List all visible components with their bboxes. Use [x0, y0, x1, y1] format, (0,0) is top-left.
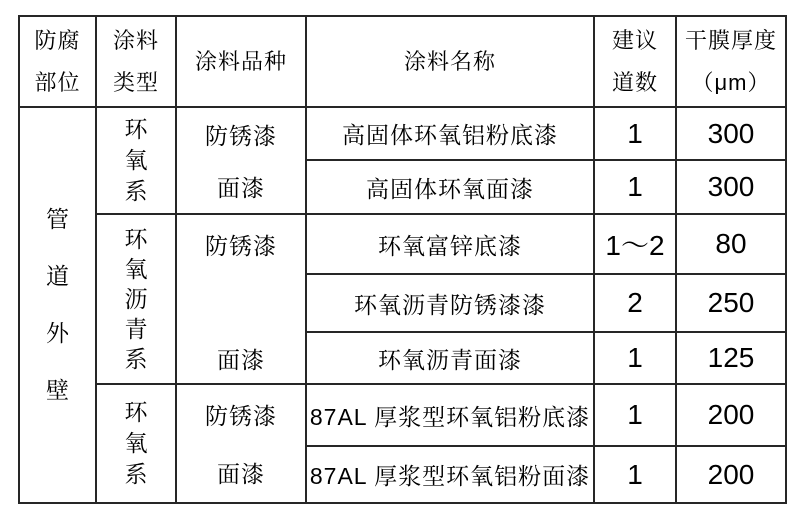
header-cell-part — [20, 17, 97, 108]
variety-topcoat-label: 面漆 — [217, 175, 265, 202]
row-thickness-cell: 80 — [677, 215, 787, 275]
variety-topcoat-label: 面漆 — [217, 461, 265, 488]
type-cell-epoxy-asphalt — [97, 215, 177, 385]
row-name-cell: 环氧富锌底漆 — [307, 215, 595, 275]
part-vertical-text: 管道外壁 — [46, 206, 69, 403]
header-cell-coats — [595, 17, 677, 108]
row-coats-cell: 1～2 — [595, 215, 677, 275]
variety-cell-group2 — [177, 215, 307, 385]
row-coats-cell: 1 — [595, 161, 677, 215]
variety-cell-group3 — [177, 385, 307, 504]
type-cell-epoxy-2 — [97, 385, 177, 504]
header-cell-variety — [177, 17, 307, 108]
row-thickness-cell: 125 — [677, 333, 787, 385]
row-coats-cell: 1 — [595, 108, 677, 161]
part-cell-pipe-outer-wall — [20, 108, 97, 504]
row-name-cell: 环氧沥青防锈漆漆 — [307, 275, 595, 333]
header-type-line2: 类型 — [112, 69, 159, 95]
row-name-cell: 87AL 厚浆型环氧铝粉面漆 — [307, 447, 595, 504]
row-thickness-cell: 300 — [677, 161, 787, 215]
variety-cell-group1 — [177, 108, 307, 215]
header-coats-line1: 建议 — [611, 27, 658, 53]
type-vertical-text: 环氧系 — [124, 116, 148, 204]
variety-antirust-label: 防锈漆 — [205, 402, 277, 429]
header-thickness-line1: 干膜厚度 — [684, 27, 777, 53]
variety-topcoat-label: 面漆 — [217, 346, 265, 373]
row-name-cell: 环氧沥青面漆 — [307, 333, 595, 385]
header-cell-type — [97, 17, 177, 108]
header-type-line1: 涂料 — [112, 27, 159, 53]
row-name-cell: 高固体环氧面漆 — [307, 161, 595, 215]
header-thickness-line2: （μm） — [691, 69, 771, 95]
variety-antirust-label: 防锈漆 — [205, 122, 277, 149]
row-coats-cell: 1 — [595, 447, 677, 504]
header-cell-thickness — [677, 17, 787, 108]
row-name-cell: 87AL 厚浆型环氧铝粉底漆 — [307, 385, 595, 447]
row-thickness-cell: 300 — [677, 108, 787, 161]
row-coats-cell: 1 — [595, 385, 677, 447]
row-coats-cell: 2 — [595, 275, 677, 333]
header-part-line2: 部位 — [34, 69, 81, 95]
row-name-cell: 高固体环氧铝粉底漆 — [307, 108, 595, 161]
type-vertical-text: 环氧沥青系 — [124, 226, 148, 372]
header-cell-name — [307, 17, 595, 108]
row-thickness-cell: 200 — [677, 447, 787, 504]
coating-spec-table — [18, 15, 787, 504]
row-thickness-cell: 200 — [677, 385, 787, 447]
variety-antirust-label: 防锈漆 — [205, 232, 277, 259]
row-thickness-cell: 250 — [677, 275, 787, 333]
header-variety-label: 涂料品种 — [194, 48, 287, 74]
type-cell-epoxy-1 — [97, 108, 177, 215]
row-coats-cell: 1 — [595, 333, 677, 385]
header-part-line1: 防腐 — [34, 27, 81, 53]
type-vertical-text: 环氧系 — [124, 399, 148, 487]
header-name-label: 涂料名称 — [403, 48, 496, 74]
header-coats-line2: 道数 — [611, 69, 658, 95]
